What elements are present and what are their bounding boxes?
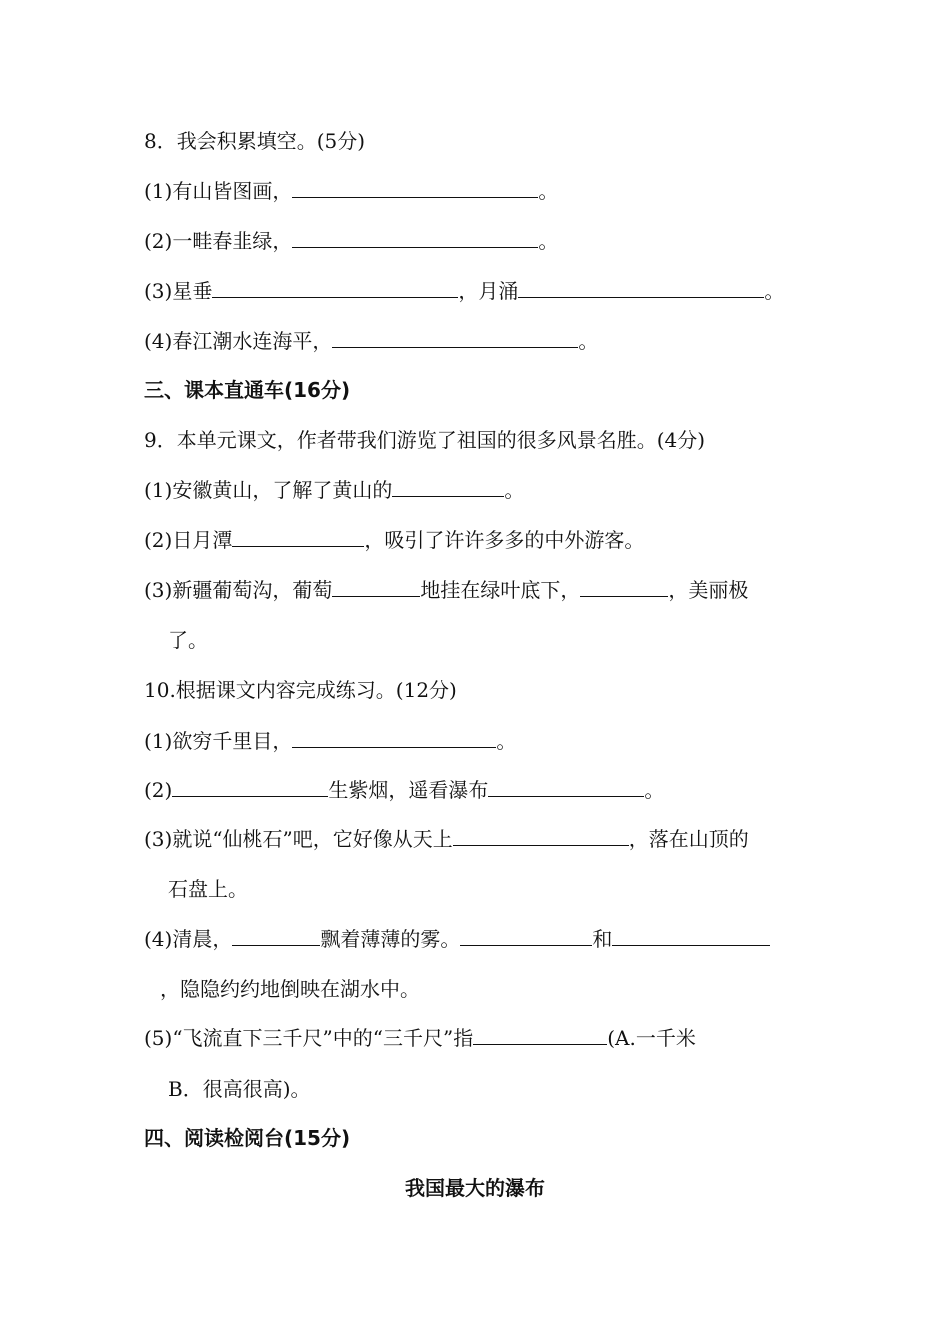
period: 。 xyxy=(504,478,525,502)
period: 。 xyxy=(764,279,785,303)
q10-item-2-text-b: 生紫烟，遥看瀑布 xyxy=(328,778,489,802)
period: 。 xyxy=(538,179,559,203)
q8-item-4 xyxy=(144,327,598,355)
q10-heading: 10.根据课文内容完成练习。(12分) xyxy=(144,678,457,702)
answer-blank[interactable] xyxy=(392,478,504,497)
passage-title: 我国最大的瀑布 xyxy=(405,1176,545,1200)
q10-item-4-text-a: (4)清晨， xyxy=(144,927,233,951)
q9-item-3-text-a: (3)新疆葡萄沟，葡萄 xyxy=(144,578,333,602)
q9-item-3-text-b: 地挂在绿叶底下， xyxy=(420,578,581,602)
q10-item-5 xyxy=(144,1024,696,1052)
answer-blank[interactable] xyxy=(488,778,644,797)
answer-blank[interactable] xyxy=(332,578,420,597)
answer-blank[interactable] xyxy=(292,179,538,198)
q8-heading: 8．我会积累填空。(5分) xyxy=(144,129,366,153)
q9-heading: 9．本单元课文，作者带我们游览了祖国的很多风景名胜。(4分) xyxy=(144,428,706,452)
q10-item-2-text-a: (2) xyxy=(144,778,173,802)
q8-item-3-text-b: ，月涌 xyxy=(458,279,519,303)
q10-item-3-text-a: (3)就说“仙桃石”吧，它好像从天上 xyxy=(144,827,453,851)
q10-item-4 xyxy=(144,925,770,953)
period: 。 xyxy=(644,778,665,802)
q9-item-1-text: (1)安徽黄山，了解了黄山的 xyxy=(144,478,393,502)
q10-item-3 xyxy=(144,825,749,853)
q9-item-2-text-b: ，吸引了许许多多的中外游客。 xyxy=(364,528,645,552)
period: 。 xyxy=(496,729,517,753)
q8-item-2 xyxy=(144,227,558,255)
answer-blank[interactable] xyxy=(332,329,578,348)
answer-blank[interactable] xyxy=(453,827,629,846)
q10-item-3-continuation: 石盘上。 xyxy=(168,877,248,901)
q10-item-5-text-b: (A.一千米 xyxy=(607,1026,696,1050)
answer-blank[interactable] xyxy=(580,578,668,597)
q9-item-3-text-c: ，美丽极 xyxy=(668,578,749,602)
period: 。 xyxy=(578,329,599,353)
q10-item-4-continuation: ，隐隐约约地倒映在湖水中。 xyxy=(160,977,420,1001)
q8-item-3-text-a: (3)星垂 xyxy=(144,279,213,303)
q8-item-1 xyxy=(144,177,558,205)
answer-blank[interactable] xyxy=(232,927,320,946)
q8-item-2-text: (2)一畦春韭绿， xyxy=(144,229,293,253)
q10-item-1-text: (1)欲穷千里目， xyxy=(144,729,293,753)
q8-item-4-text: (4)春江潮水连海平， xyxy=(144,329,333,353)
q10-item-5-text-a: (5)“飞流直下三千尺”中的“三千尺”指 xyxy=(144,1026,474,1050)
answer-blank[interactable] xyxy=(473,1026,607,1045)
answer-blank[interactable] xyxy=(212,279,458,298)
q10-item-3-text-b: ，落在山顶的 xyxy=(628,827,749,851)
q9-item-3 xyxy=(144,576,748,604)
q10-item-4-text-b: 飘着薄薄的雾。 xyxy=(320,927,461,951)
q10-item-2 xyxy=(144,776,664,804)
q8-item-3 xyxy=(144,277,784,305)
q8-item-1-text: (1)有山皆图画， xyxy=(144,179,293,203)
section-4-heading: 四、阅读检阅台(15分) xyxy=(144,1126,351,1150)
answer-blank[interactable] xyxy=(292,729,496,748)
answer-blank[interactable] xyxy=(612,927,770,946)
answer-blank[interactable] xyxy=(172,778,328,797)
section-3-heading: 三、课本直通车(16分) xyxy=(144,378,351,402)
q10-item-4-text-c: 和 xyxy=(592,927,613,951)
answer-blank[interactable] xyxy=(292,229,538,248)
answer-blank[interactable] xyxy=(232,528,364,547)
q9-item-2-text-a: (2)日月潭 xyxy=(144,528,233,552)
q9-item-2 xyxy=(144,526,644,554)
q10-item-1 xyxy=(144,727,516,755)
answer-blank[interactable] xyxy=(518,279,764,298)
q9-item-3-continuation: 了。 xyxy=(168,628,208,652)
answer-blank[interactable] xyxy=(460,927,592,946)
q9-item-1 xyxy=(144,476,524,504)
q10-item-5-continuation: B．很高很高)。 xyxy=(168,1077,311,1101)
period: 。 xyxy=(538,229,559,253)
